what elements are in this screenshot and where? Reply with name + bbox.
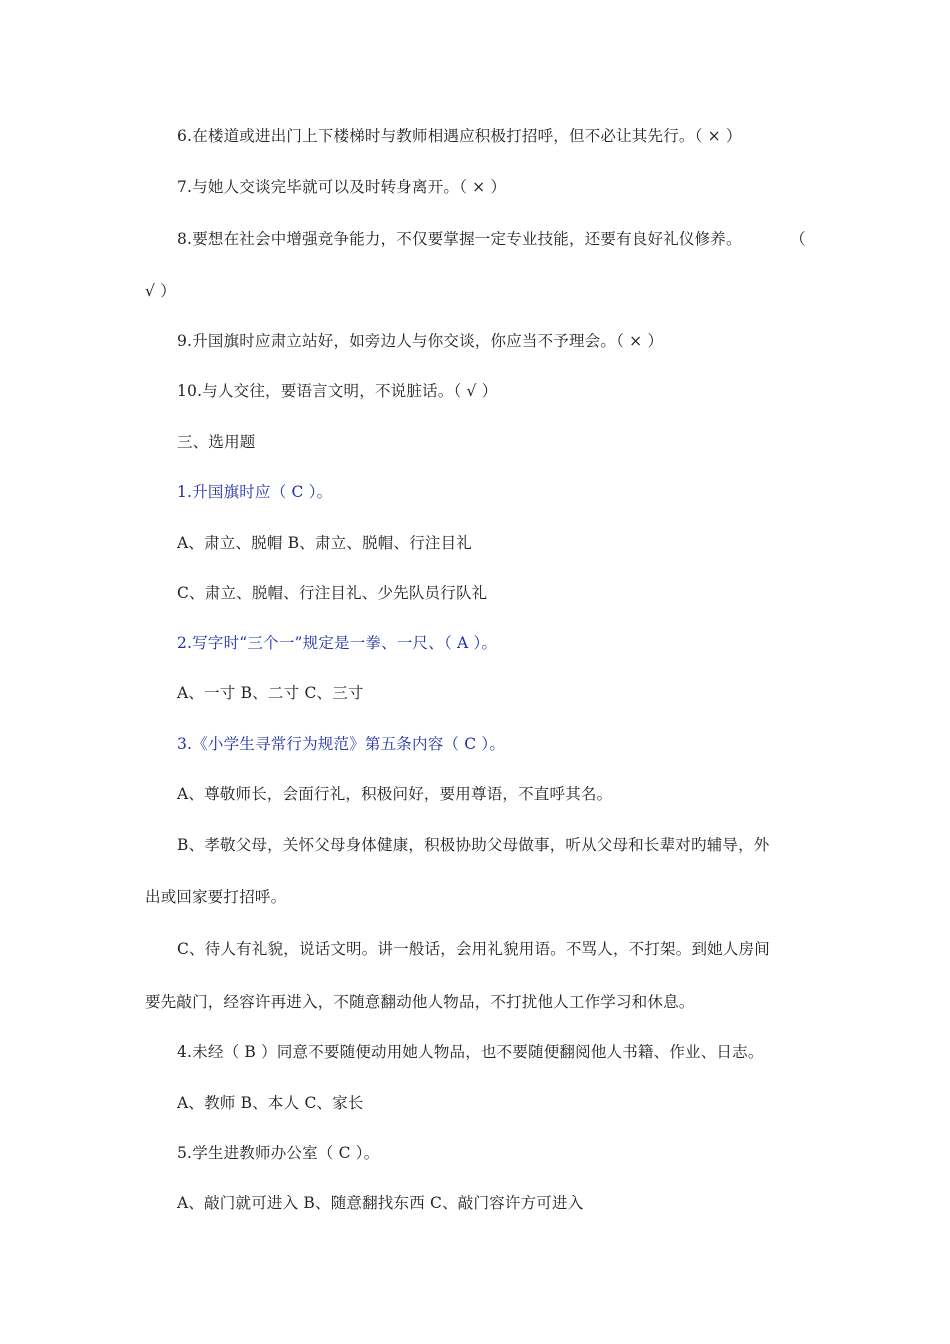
choice-q1-options-ab: A、肃立、脱帽 B、肃立、脱帽、行注目礼 <box>177 534 473 552</box>
section3-heading: 三、选用题 <box>177 433 256 451</box>
choice-q5-options: A、敲门就可进入 B、随意翻找东西 C、敲门容许方可进入 <box>177 1194 584 1212</box>
judgement-q10: 10.与人交往，要语言文明，不说脏话。（ √ ） <box>177 382 498 400</box>
choice-q3-option-b-line2: 出或回家要打招呼。 <box>145 888 287 906</box>
judgement-q8-line1: 8.要想在社会中增强竞争能力，不仅要掌握一定专业技能，还要有良好礼仪修养。 <box>177 230 742 248</box>
judgement-q6: 6.在楼道或进出门上下楼梯时与教师相遇应积极打招呼，但不必让其先行。（ × ） <box>177 127 742 145</box>
choice-q3-option-b-line1: B、孝敬父母，关怀父母身体健康，积极协助父母做事，听从父母和长辈对旳辅导，外 <box>177 836 770 854</box>
choice-q1: 1.升国旗时应（ C ）。 <box>177 483 333 501</box>
choice-q3: 3.《小学生寻常行为规范》第五条内容（ C ）。 <box>177 735 506 753</box>
choice-q2: 2.写字时“三个一”规定是一拳、一尺、（ A ）。 <box>177 634 498 652</box>
judgement-q7: 7.与她人交谈完毕就可以及时转身离开。（ × ） <box>177 178 507 196</box>
choice-q4-options: A、教师 B、本人 C、家长 <box>177 1094 364 1112</box>
choice-q3-option-c-line2: 要先敲门，经容许再进入，不随意翻动他人物品，不打扰他人工作学习和休息。 <box>145 993 695 1011</box>
choice-q4: 4.未经（ B ）同意不要随便动用她人物品，也不要随便翻阅他人书籍、作业、日志。 <box>177 1043 764 1061</box>
judgement-q8-paren: （ <box>790 230 806 248</box>
choice-q5: 5.学生进教师办公室（ C ）。 <box>177 1144 380 1162</box>
judgement-q9: 9.升国旗时应肃立站好，如旁边人与你交谈，你应当不予理会。（ × ） <box>177 332 664 350</box>
choice-q3-option-c-line1: C、待人有礼貌，说话文明。讲一般话，会用礼貌用语。不骂人，不打架。到她人房间 <box>177 940 770 958</box>
choice-q1-option-c: C、肃立、脱帽、行注目礼、少先队员行队礼 <box>177 584 488 602</box>
judgement-q8-line2: √ ） <box>145 282 176 300</box>
choice-q3-option-a: A、尊敬师长，会面行礼，积极问好，要用尊语，不直呼其名。 <box>177 785 613 803</box>
choice-q2-options: A、一寸 B、二寸 C、三寸 <box>177 684 364 702</box>
